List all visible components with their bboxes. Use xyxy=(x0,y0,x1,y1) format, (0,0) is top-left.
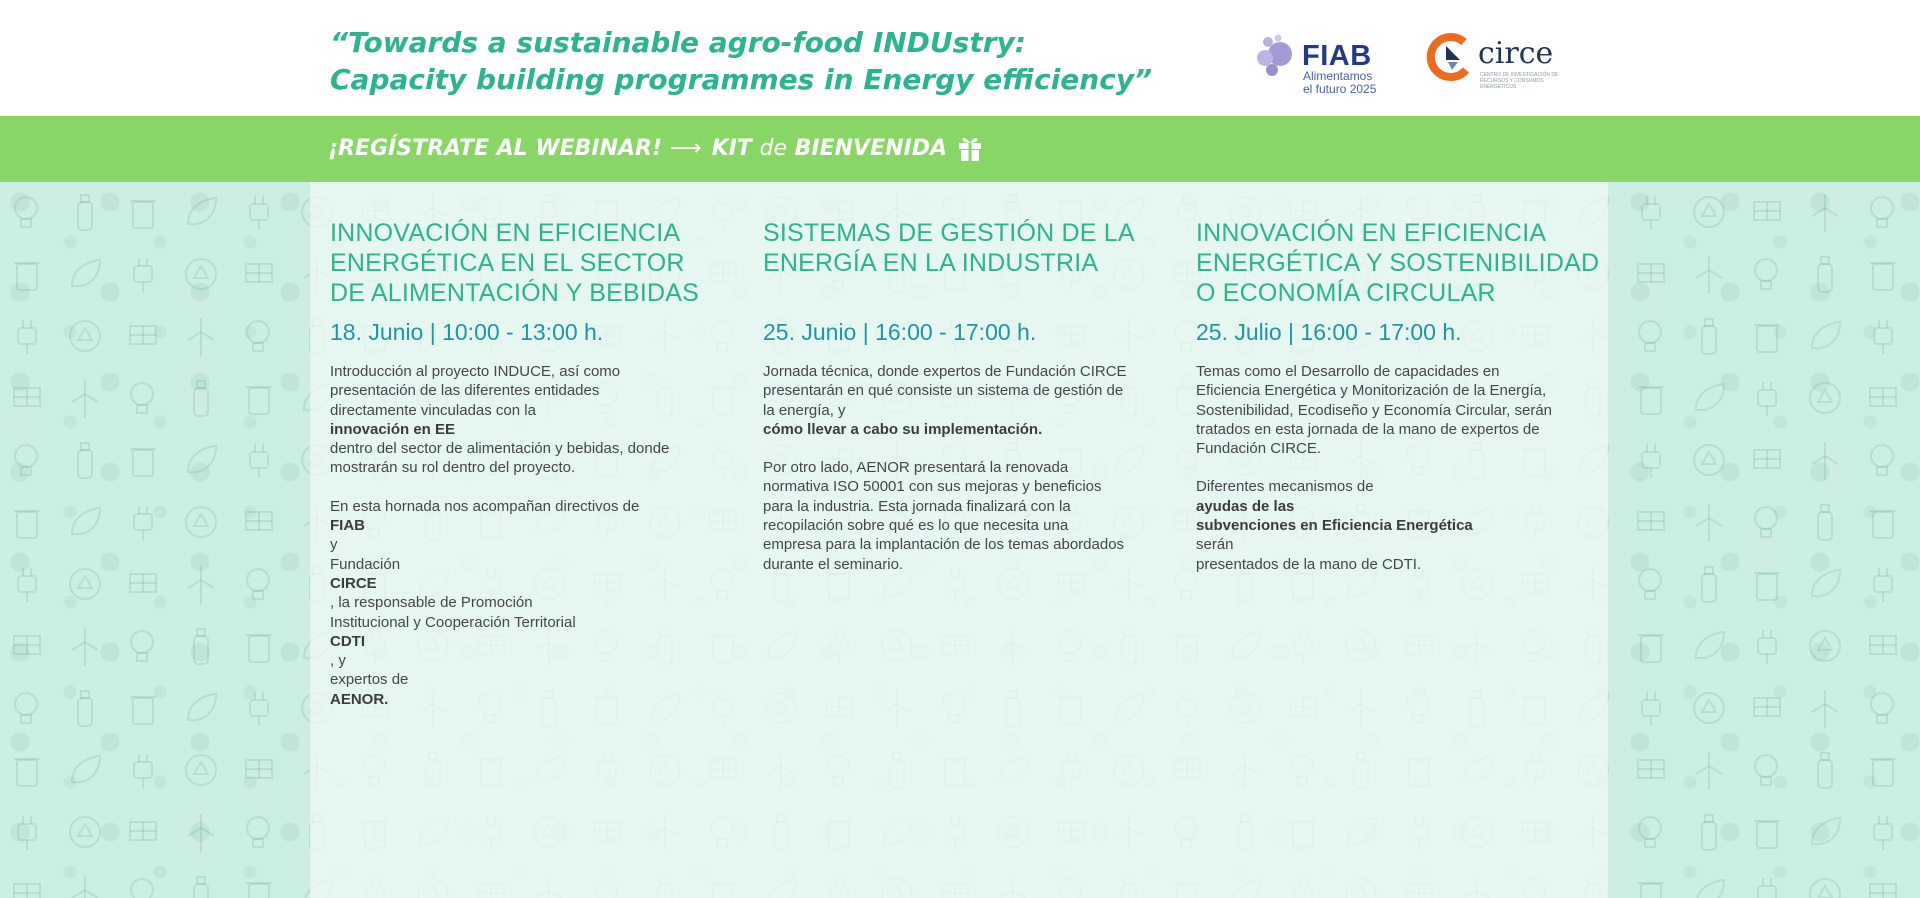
bottle-pattern-icon xyxy=(78,443,92,478)
bulb-pattern-icon xyxy=(15,197,37,227)
welcome-kit-link[interactable] xyxy=(712,136,947,161)
plain-text: Por otro lado, AENOR presentará la renovada xyxy=(763,459,1069,477)
emphasis-text: ayudas de las xyxy=(1196,497,1295,515)
turbine-pattern-icon xyxy=(1812,442,1838,480)
panel-pattern-icon xyxy=(1754,698,1780,716)
text-line xyxy=(763,516,1163,535)
circe-logo[interactable] xyxy=(1424,32,1564,94)
bin-pattern-icon xyxy=(1638,635,1664,662)
leaf-pattern-icon xyxy=(1812,570,1840,596)
plain-text: normativa ISO 50001 con sus mejoras y beneficios xyxy=(763,478,1102,496)
recycle-pattern-icon xyxy=(186,507,216,537)
fiab-logo[interactable] xyxy=(1256,32,1386,94)
event-paragraph xyxy=(763,362,1163,439)
text-line xyxy=(330,497,730,555)
plug-pattern-icon xyxy=(134,506,152,540)
leaf-pattern-icon xyxy=(72,508,100,534)
recycle-pattern-icon xyxy=(1694,197,1724,227)
panel-pattern-icon xyxy=(1870,388,1896,406)
bin-pattern-icon xyxy=(130,201,156,228)
event-date: 25. Julio | 16:00 - 17:00 h. xyxy=(1196,319,1462,345)
plain-text: y xyxy=(330,536,338,554)
panel-pattern-icon xyxy=(130,822,156,840)
panel-pattern-icon xyxy=(14,388,40,406)
bottle-pattern-icon xyxy=(1702,567,1716,602)
plain-text: dentro del sector de alimentación y bebidas, donde xyxy=(330,440,670,458)
bulb-pattern-icon xyxy=(131,631,153,661)
plug-pattern-icon xyxy=(1642,444,1660,478)
panel-pattern-icon xyxy=(130,326,156,344)
bulb-pattern-icon xyxy=(247,321,269,351)
bulb-pattern-icon xyxy=(1871,197,1893,227)
bulb-pattern-icon xyxy=(1871,445,1893,475)
event-title-line: ENERGÉTICA EN EL SECTOR xyxy=(330,249,685,277)
plain-text: En esta hornada nos acompañan directivos de xyxy=(330,497,640,515)
bin-pattern-icon xyxy=(246,883,272,898)
text-line xyxy=(763,381,1163,400)
text-line xyxy=(1196,420,1596,439)
panel-pattern-icon xyxy=(14,636,40,654)
plug-pattern-icon xyxy=(1758,878,1776,898)
bottle-pattern-icon xyxy=(194,877,208,898)
emphasis-text: innovación en EE xyxy=(330,420,456,438)
plug-pattern-icon xyxy=(1874,320,1892,354)
turbine-pattern-icon xyxy=(1696,504,1722,542)
plain-text: , y xyxy=(330,652,346,670)
text-line xyxy=(1196,555,1596,574)
bin-pattern-icon xyxy=(1638,883,1664,898)
fiab-tagline xyxy=(1303,70,1376,96)
plain-text: presentación de las diferentes entidades xyxy=(330,382,600,400)
event-description xyxy=(763,362,1163,574)
plug-pattern-icon xyxy=(1642,692,1660,726)
bulb-pattern-icon xyxy=(1755,259,1777,289)
plain-text: Fundación xyxy=(330,555,401,573)
emphasis-text: AENOR. xyxy=(330,690,389,708)
recycle-pattern-icon xyxy=(1810,631,1840,661)
event-title xyxy=(330,218,730,308)
plain-text: presentados de la mano de CDTI. xyxy=(1196,555,1422,573)
text-line xyxy=(763,477,1163,496)
leaf-pattern-icon xyxy=(1696,384,1724,410)
bulb-pattern-icon xyxy=(1639,569,1661,599)
recycle-pattern-icon xyxy=(1694,693,1724,723)
fiab-bubbles-icon xyxy=(1256,32,1302,78)
emphasis-text: subvenciones en Eficiencia Energética xyxy=(1196,517,1473,535)
kit-de: de xyxy=(759,135,787,161)
text-line xyxy=(763,535,1163,554)
text-line xyxy=(763,555,1163,574)
panel-pattern-icon xyxy=(14,884,40,898)
event-description xyxy=(330,362,730,709)
bulb-pattern-icon xyxy=(1755,507,1777,537)
plug-pattern-icon xyxy=(1758,630,1776,664)
fiab-tagline-line-2: el futuro 2025 xyxy=(1303,82,1377,96)
recycle-pattern-icon xyxy=(70,817,100,847)
plug-pattern-icon xyxy=(1642,196,1660,230)
bulb-pattern-icon xyxy=(1639,817,1661,847)
events-panel xyxy=(310,182,1608,898)
turbine-pattern-icon xyxy=(188,566,214,604)
emphasis-text: FIAB xyxy=(330,517,365,535)
text-line xyxy=(763,362,1163,381)
recycle-pattern-icon xyxy=(186,755,216,785)
bottle-pattern-icon xyxy=(1818,257,1832,292)
bulb-pattern-icon xyxy=(131,383,153,413)
arrow-right-icon: ⟶ xyxy=(670,135,702,161)
emphasis-text: CDTI xyxy=(330,632,365,650)
event-title-line: ENERGÍA EN LA INDUSTRIA xyxy=(763,249,1099,277)
plain-text: Diferentes mecanismos de xyxy=(1196,478,1374,496)
text-line xyxy=(1196,401,1596,420)
text-line xyxy=(330,670,730,709)
plain-text: mostrarán su rol dentro del proyecto. xyxy=(330,459,576,477)
bottle-pattern-icon xyxy=(1818,505,1832,540)
text-line xyxy=(1196,381,1596,400)
recycle-pattern-icon xyxy=(1810,383,1840,413)
bin-pattern-icon xyxy=(14,511,40,538)
kit-prefix: KIT xyxy=(711,135,760,161)
recycle-pattern-icon xyxy=(70,321,100,351)
bulb-pattern-icon xyxy=(1871,693,1893,723)
kit-suffix: BIENVENIDA xyxy=(786,135,947,161)
bulb-pattern-icon xyxy=(247,569,269,599)
turbine-pattern-icon xyxy=(1696,256,1722,294)
turbine-pattern-icon xyxy=(188,318,214,356)
banner-content xyxy=(328,134,983,162)
event-title-line: INNOVACIÓN EN EFICIENCIA xyxy=(330,219,681,247)
bin-pattern-icon xyxy=(1870,511,1896,538)
gift-icon xyxy=(957,134,983,162)
plain-text: Introducción al proyecto INDUCE, así como xyxy=(330,363,621,380)
leaf-pattern-icon xyxy=(72,260,100,286)
panel-pattern-icon xyxy=(1870,636,1896,654)
circe-name: circe xyxy=(1478,36,1554,71)
text-line xyxy=(330,381,730,400)
emphasis-text: CIRCE xyxy=(330,574,377,592)
event-date: 25. Junio | 16:00 - 17:00 h. xyxy=(763,319,1037,345)
text-line xyxy=(330,613,730,671)
header xyxy=(0,0,1920,116)
event-title-line: O ECONOMÍA CIRCULAR xyxy=(1196,279,1496,307)
panel-pattern-icon xyxy=(246,264,272,282)
page-title xyxy=(330,24,1152,98)
panel-pattern-icon xyxy=(246,512,272,530)
bin-pattern-icon xyxy=(130,449,156,476)
plain-text: directamente vinculadas con la xyxy=(330,401,536,419)
leaf-pattern-icon xyxy=(1812,818,1840,844)
circe-tagline: CENTRO DE INVESTIGACIÓN DE RECURSOS Y CONSUMOS ENERGÉTICOS xyxy=(1480,72,1559,90)
bin-pattern-icon xyxy=(130,697,156,724)
bulb-pattern-icon xyxy=(247,817,269,847)
plain-text: para la industria. Esta jornada finalizará con la xyxy=(763,497,1071,515)
circe-mark-icon xyxy=(1424,32,1474,82)
registration-banner xyxy=(0,116,1920,182)
leaf-pattern-icon xyxy=(72,756,100,782)
plain-text: serán xyxy=(1196,536,1234,554)
text-line xyxy=(1196,439,1596,458)
plug-pattern-icon xyxy=(134,754,152,788)
event-paragraph xyxy=(330,362,730,478)
plain-text: presentarán en qué consiste un sistema de gestión de xyxy=(763,382,1124,400)
bulb-pattern-icon xyxy=(1639,321,1661,351)
bin-pattern-icon xyxy=(14,263,40,290)
event-date: 18. Junio | 10:00 - 13:00 h. xyxy=(330,319,604,345)
panel-pattern-icon xyxy=(1754,202,1780,220)
bottle-pattern-icon xyxy=(194,629,208,664)
fiab-tagline-line-1: Alimentamos xyxy=(1303,69,1373,83)
plug-pattern-icon xyxy=(18,320,36,354)
leaf-pattern-icon xyxy=(188,446,216,472)
bulb-pattern-icon xyxy=(131,879,153,898)
bin-pattern-icon xyxy=(1754,821,1780,848)
turbine-pattern-icon xyxy=(188,814,214,852)
recycle-pattern-icon xyxy=(70,569,100,599)
turbine-pattern-icon xyxy=(1696,752,1722,790)
plug-pattern-icon xyxy=(18,568,36,602)
bin-pattern-icon xyxy=(246,635,272,662)
event-title-line: INNOVACIÓN EN EFICIENCIA xyxy=(1196,219,1547,247)
plain-text: tratados en esta jornada de la mano de expertos de xyxy=(1196,420,1540,438)
leaf-pattern-icon xyxy=(1696,880,1724,898)
plug-pattern-icon xyxy=(1874,568,1892,602)
event-description xyxy=(1196,362,1596,574)
recycle-pattern-icon xyxy=(186,259,216,289)
turbine-pattern-icon xyxy=(72,876,98,898)
bin-pattern-icon xyxy=(1754,573,1780,600)
turbine-pattern-icon xyxy=(1812,194,1838,232)
bottle-pattern-icon xyxy=(1702,319,1716,354)
plug-pattern-icon xyxy=(250,196,268,230)
plug-pattern-icon xyxy=(1874,816,1892,850)
plug-pattern-icon xyxy=(250,444,268,478)
panel-pattern-icon xyxy=(1754,450,1780,468)
bottle-pattern-icon xyxy=(1702,815,1716,850)
leaf-pattern-icon xyxy=(188,198,216,224)
event-column-2 xyxy=(763,218,1163,593)
plug-pattern-icon xyxy=(134,258,152,292)
plain-text: Fundación CIRCE. xyxy=(1196,440,1322,458)
text-line xyxy=(1196,516,1596,555)
plain-text: Sostenibilidad, Ecodiseño y Economía Circular, serán xyxy=(1196,401,1553,419)
event-paragraph xyxy=(763,458,1163,574)
event-title-line: SISTEMAS DE GESTIÓN DE LA xyxy=(763,219,1135,247)
plain-text: Institucional y Cooperación Territorial xyxy=(330,613,576,631)
event-column-1 xyxy=(330,218,730,728)
text-line xyxy=(763,458,1163,477)
text-line xyxy=(763,401,1163,440)
recycle-pattern-icon xyxy=(1810,879,1840,898)
panel-pattern-icon xyxy=(246,760,272,778)
panel-pattern-icon xyxy=(1870,884,1896,898)
bottle-pattern-icon xyxy=(78,691,92,726)
plain-text: empresa para la implantación de los temas abordados xyxy=(763,536,1125,554)
text-line xyxy=(1196,477,1596,516)
event-title xyxy=(1196,218,1600,308)
text-line xyxy=(330,362,730,381)
event-paragraph xyxy=(1196,477,1596,573)
text-line xyxy=(1196,362,1596,381)
plain-text: durante el seminario. xyxy=(763,555,904,573)
bin-pattern-icon xyxy=(246,387,272,414)
plain-text: la energía, y xyxy=(763,401,846,419)
bulb-pattern-icon xyxy=(15,693,37,723)
plain-text: Temas como el Desarrollo de capacidades en xyxy=(1196,363,1500,380)
bin-pattern-icon xyxy=(1638,387,1664,414)
text-line xyxy=(330,458,730,477)
panel-pattern-icon xyxy=(130,574,156,592)
text-line xyxy=(330,555,730,613)
text-line xyxy=(763,497,1163,516)
plain-text: recopilación sobre qué es lo que necesita una xyxy=(763,517,1069,535)
plain-text: Jornada técnica, donde expertos de Fundación CIRCE xyxy=(763,363,1127,380)
event-paragraph xyxy=(330,497,730,709)
turbine-pattern-icon xyxy=(1812,690,1838,728)
recycle-pattern-icon xyxy=(1694,445,1724,475)
bin-pattern-icon xyxy=(1754,325,1780,352)
leaf-pattern-icon xyxy=(188,694,216,720)
panel-pattern-icon xyxy=(1638,760,1664,778)
turbine-pattern-icon xyxy=(72,380,98,418)
bulb-pattern-icon xyxy=(15,445,37,475)
register-webinar-link[interactable]: ¡REGÍSTRATE AL WEBINAR! xyxy=(328,135,663,161)
text-line xyxy=(330,439,730,458)
bottle-pattern-icon xyxy=(78,195,92,230)
bin-pattern-icon xyxy=(1870,759,1896,786)
plug-pattern-icon xyxy=(18,816,36,850)
page-title-line-1: “Towards a sustainable agro-food INDUstry: xyxy=(330,26,1026,59)
leaf-pattern-icon xyxy=(1696,632,1724,658)
bottle-pattern-icon xyxy=(194,381,208,416)
bin-pattern-icon xyxy=(14,759,40,786)
plain-text: expertos de xyxy=(330,671,409,689)
plain-text: , la responsable de Promoción xyxy=(330,594,533,612)
plug-pattern-icon xyxy=(1758,382,1776,416)
plain-text: Eficiencia Energética y Monitorización de la Energía, xyxy=(1196,382,1547,400)
turbine-pattern-icon xyxy=(72,628,98,666)
page-title-line-2: Capacity building programmes in Energy efficiency” xyxy=(330,63,1153,96)
panel-pattern-icon xyxy=(1638,512,1664,530)
event-paragraph xyxy=(1196,362,1596,458)
event-column-3 xyxy=(1196,218,1600,593)
plug-pattern-icon xyxy=(250,692,268,726)
emphasis-text: cómo llevar a cabo su implementación. xyxy=(763,420,1043,438)
fiab-name: FIAB xyxy=(1302,40,1372,72)
event-title xyxy=(763,218,1163,308)
bottle-pattern-icon xyxy=(1818,753,1832,788)
text-line xyxy=(330,401,730,440)
bulb-pattern-icon xyxy=(1755,755,1777,785)
event-title-line: ENERGÉTICA Y SOSTENIBILIDAD xyxy=(1196,249,1600,277)
leaf-pattern-icon xyxy=(1812,322,1840,348)
panel-pattern-icon xyxy=(1638,264,1664,282)
event-title-line: DE ALIMENTACIÓN Y BEBIDAS xyxy=(330,279,700,307)
bin-pattern-icon xyxy=(1870,263,1896,290)
